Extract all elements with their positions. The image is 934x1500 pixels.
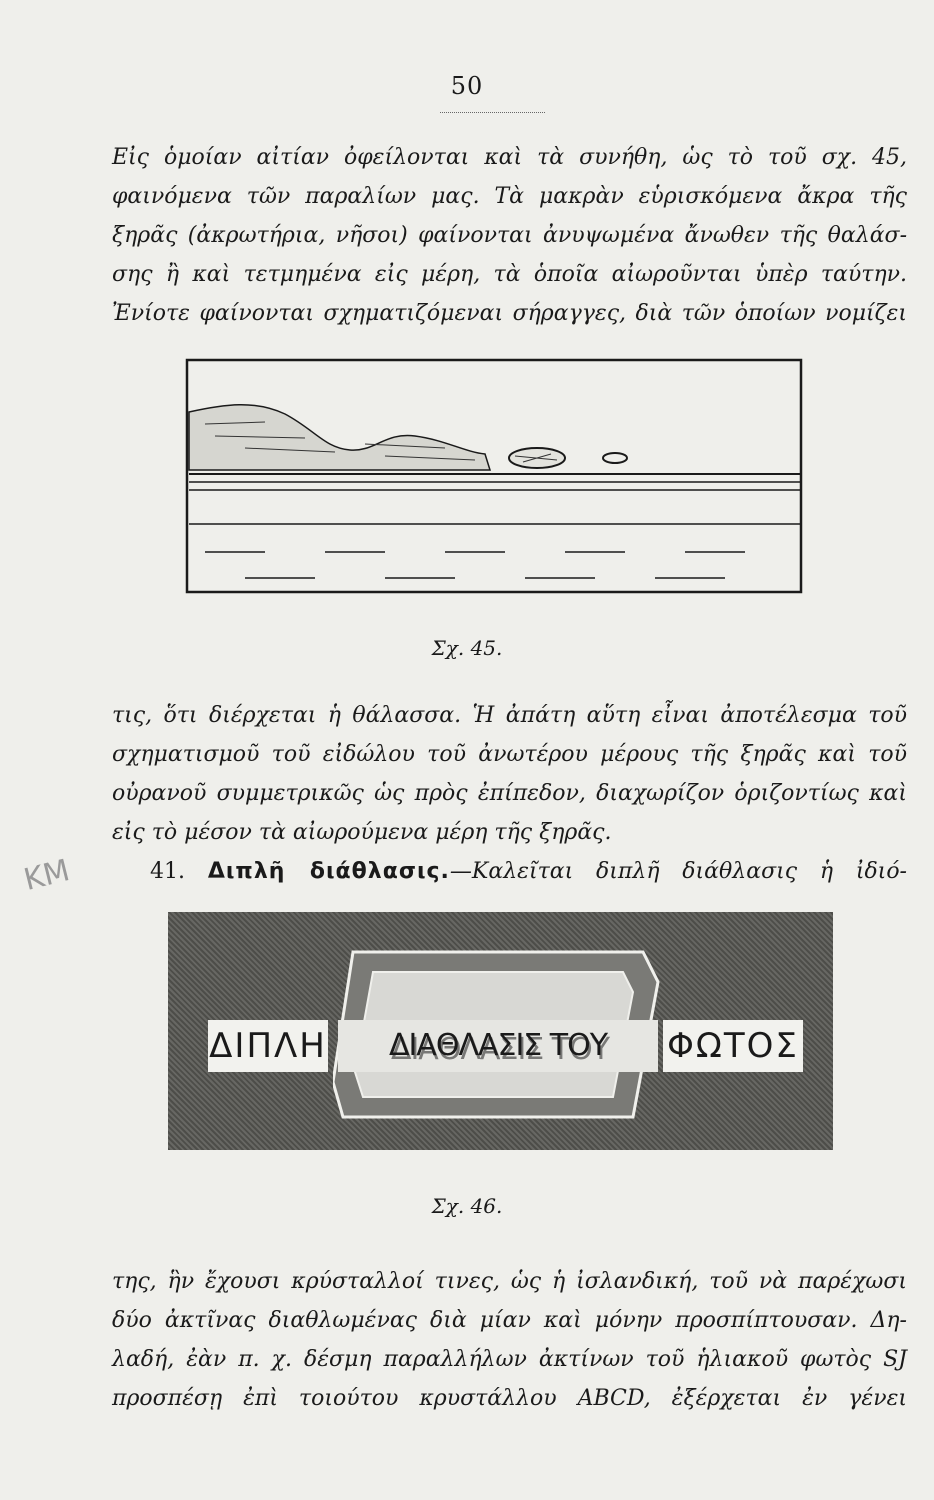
section-number: 41. (150, 859, 185, 884)
text-line: εἰς τὸ μέσον τὰ αἰωρούμενα μέρη τῆς ξηρᾶς. (112, 820, 612, 845)
text-line: προσπέσῃ ἐπὶ τοιούτου κρυστάλλου ABCD, ἐξέρχεται ἐν γένει (112, 1386, 907, 1411)
figure-45-mirage-illustration (185, 352, 805, 602)
paragraph-1 (112, 138, 907, 333)
text-line: Ἐνίοτε φαίνονται σχηματιζόμεναι σήραγγες, διὰ τῶν ὁποίων νομίζει (112, 301, 907, 326)
text-line: δύο ἀκτῖνας διαθλωμένας διὰ μίαν καὶ μόνην προσπίπτουσαν. Δη- (112, 1308, 907, 1333)
paragraph-3 (112, 1262, 907, 1418)
text-line: οὐρανοῦ συμμετρικῶς ὡς πρὸς ἐπίπεδον, διαχωρίζον ὁριζοντίως καὶ (112, 781, 907, 806)
figure-46-double-refraction-photo (168, 912, 833, 1150)
page-number: 50 (450, 72, 484, 100)
figure-46-center-text: ΔΙΑΘΛΑΣΙΣ ΤΟΥ (338, 1020, 658, 1072)
text-line: Εἰς ὁμοίαν αἰτίαν ὀφείλονται καὶ τὰ συνήθη, ὡς τὸ τοῦ σχ. 45, (112, 145, 907, 170)
margin-note: KM (20, 853, 74, 898)
section-heading: Διπλῆ διάθλασις. (207, 859, 450, 884)
text-line: τις, ὅτι διέρχεται ἡ θάλασσα. Ἡ ἀπάτη αὕτη εἶναι ἀποτέλεσμα τοῦ (112, 703, 907, 728)
figure-46-caption: Σχ. 46. (431, 1194, 503, 1218)
figure-45-caption: Σχ. 45. (431, 636, 503, 660)
page-number-rule (440, 112, 545, 113)
figure-46-right-text: ΦΩΤΟΣ (663, 1020, 803, 1072)
text-line: φαινόμενα τῶν παραλίων μας. Τὰ μακρὰν εὑρισκόμενα ἄκρα τῆς (112, 184, 907, 209)
text-line: σχηματισμοῦ τοῦ εἰδώλου τοῦ ἀνωτέρου μέρους τῆς ξηρᾶς καὶ τοῦ (112, 742, 907, 767)
section-41-line (112, 852, 907, 891)
section-text: —Καλεῖται διπλῆ διάθλασις ἡ ἰδιό- (449, 859, 907, 884)
text-line: λαδή, ἐὰν π. χ. δέσμη παραλλήλων ἀκτίνων τοῦ ἡλιακοῦ φωτὸς SJ (112, 1347, 907, 1372)
text-line: της, ἣν ἔχουσι κρύσταλλοί τινες, ὡς ἡ ἰσλανδική, τοῦ νὰ παρέχωσι (112, 1269, 907, 1294)
text-line: ξηρᾶς (ἀκρωτήρια, νῆσοι) φαίνονται ἀνυψωμένα ἄνωθεν τῆς θαλάσ- (112, 223, 907, 248)
text-line: σης ἢ καὶ τετμημένα εἰς μέρη, τὰ ὁποῖα αἰωροῦνται ὑπὲρ ταύτην. (112, 262, 907, 287)
figure-46-left-text: ΔΙΠΛΗ (208, 1020, 328, 1072)
paragraph-2 (112, 696, 907, 891)
